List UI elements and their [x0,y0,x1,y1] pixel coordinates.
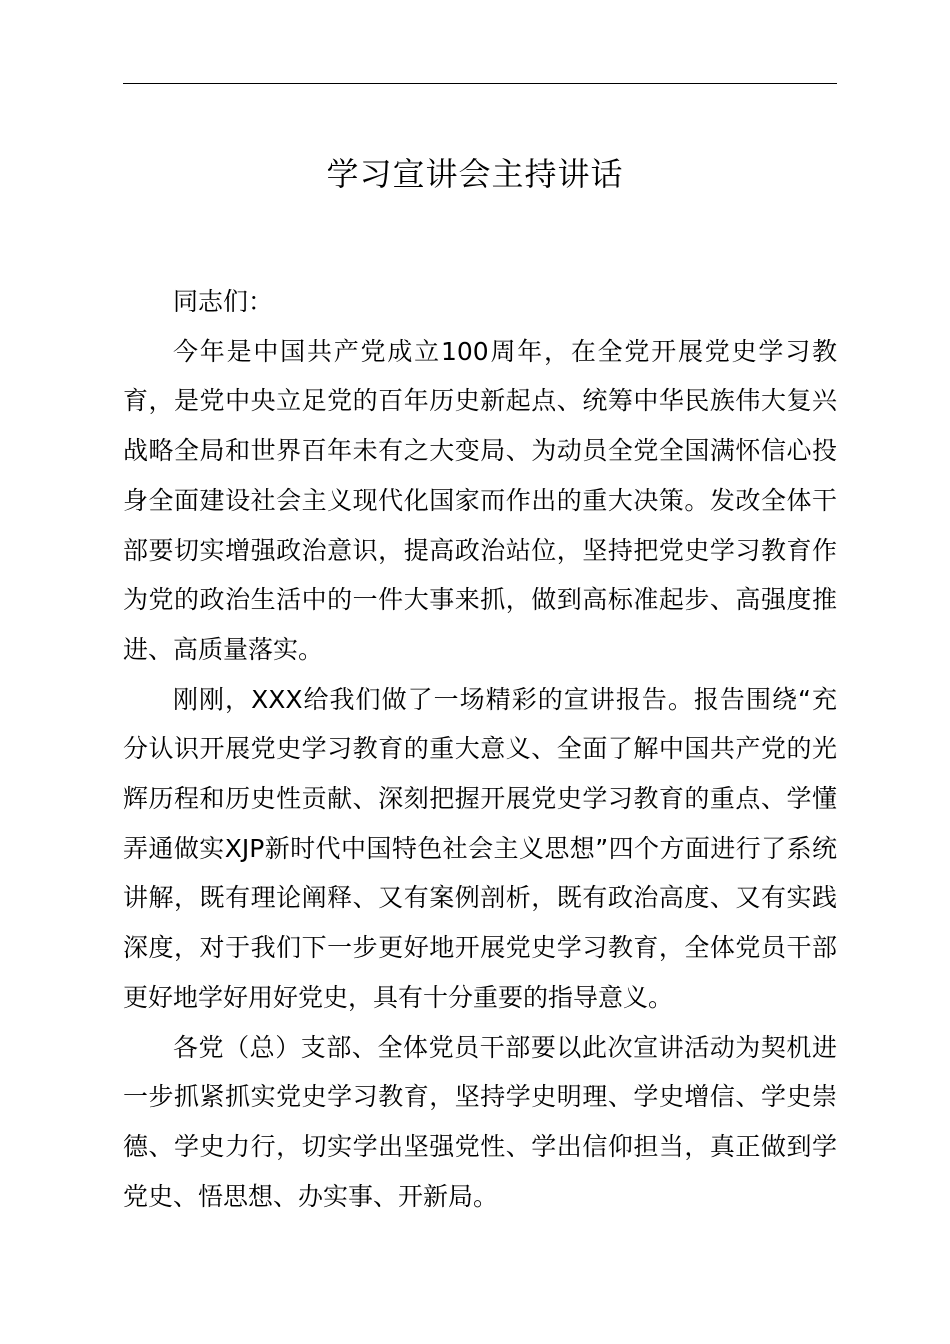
paragraph-3: 各党（总）支部、全体党员干部要以此次宣讲活动为契机进一步抓紧抓实党史学习教育，坚持学史明理、学史增信、学史崇德、学史力行，切实学出坚强党性、学出信仰担当，真正做到学党史、悟思想、办实事、开新局。 [123,1032,837,1211]
document-body [123,277,837,1221]
paragraph-1: 今年是中国共产党成立100周年，在全党开展党史学习教育，是党中央立足党的百年历史新起点、统筹中华民族伟大复兴战略全局和世界百年未有之大变局、为动员全党全国满怀信心投身全面建设社会主义现代化国家而作出的重大决策。发改全体干部要切实增强政治意识，提高政治站位，坚持把党史学习教育作为党的政治生活中的一件大事来抓，做到高标准起步、高强度推进、高质量落实。 [123,336,837,664]
document-title: 学习宣讲会主持讲话 [326,155,624,193]
salutation: 同志们： [173,287,274,316]
paragraph-2: 刚刚，XXX给我们做了一场精彩的宣讲报告。报告围绕“充分认识开展党史学习教育的重大意义、全面了解中国共产党的光辉历程和历史性贡献、深刻把握开展党史学习教育的重点、学懂弄通做实XJP新时代中国特色社会主义思想”四个方面进行了系统讲解，既有理论阐释、又有案例剖析，既有政治高度、又有实践深度，对于我们下一步更好地开展党史学习教育，全体党员干部更好地学好用好党史，具有十分重要的指导意义。 [123,684,837,1012]
header-rule [123,83,837,84]
